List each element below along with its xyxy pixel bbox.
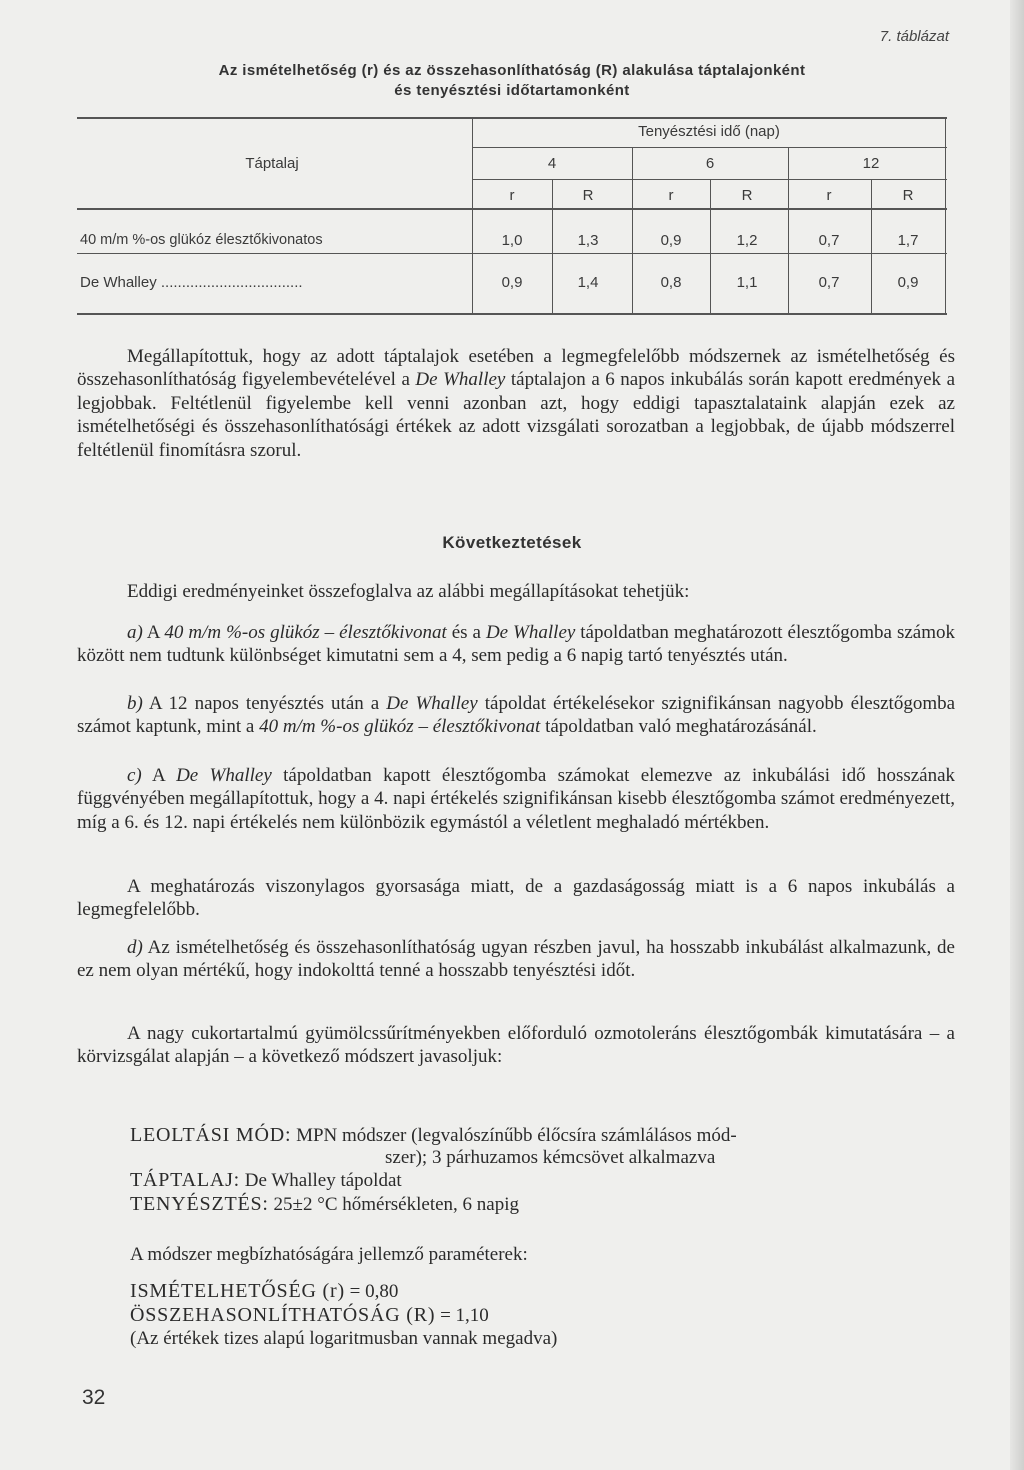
paragraph-point-c: c) A De Whalley tápoldatban kapott élesztőgomba számokat elemezve az inkubálási idő hosszának függvényében megállapítottuk, hogy a 4. napi értékelés szignifikánsan kisebb élesztőgomba számot eredményezett, míg a 6. és 12. napi értékelés nem különbözik egymástól a véletlent meghaladó mértékben. (77, 765, 956, 833)
row-2-medium: De Whalley .................................. (80, 274, 303, 291)
paragraph-method-intro: A nagy cukortartalmú gyümölcssűrítményekben előforduló ozmotoleráns élesztőgombák kimutatására – a körvizsgálat alapján – a következő módszert javasoljuk: (77, 1023, 955, 1068)
table-right-rule (945, 117, 946, 314)
col-divider-day12-R (871, 179, 872, 314)
sub-r-day12: r (826, 187, 832, 204)
sub-R-day4: R (582, 187, 594, 204)
method-medium: TÁPTALAJ: De Whalley tápoldat (130, 1169, 402, 1191)
row-1-cell: 1,0 (501, 232, 523, 249)
row-2-cell: 0,7 (818, 274, 840, 291)
row-2-cell: 0,9 (501, 274, 523, 291)
header-day-4: 4 (547, 155, 557, 172)
header-medium: Táptalaj (245, 155, 299, 172)
paragraph-point-d: d) Az ismételhetőség és összehasonlíthatóság ugyan részben javul, ha hosszabb inkubálást alkalmazunk, de ez nem olyan mértékű, hogy indokolttá tenné a hosszabb tenyésztési időt. (77, 937, 955, 982)
row-1-cell: 0,7 (818, 232, 840, 249)
row-1-cell: 1,3 (577, 232, 599, 249)
paragraph-intro: Eddigi eredményeinket összefoglalva az alábbi megállapításokat tehetjük: (127, 581, 690, 602)
params-note: (Az értékek tizes alapú logaritmusban vannak megadva) (130, 1328, 558, 1349)
table-title-line-1: Az ismételhetőség (r) és az összehasonlíthatóság (R) alakulása táptalajonként (218, 62, 806, 79)
table-title-line-2: és tenyésztési időtartamonként (394, 82, 630, 99)
method-inoculation: LEOLTÁSI MÓD: MPN módszer (legvalószínűbb élőcsíra számlálásos mód- (130, 1124, 737, 1146)
row-2-cell: 1,4 (577, 274, 599, 291)
row-2-cell: 0,9 (897, 274, 919, 291)
sub-r-day6: r (668, 187, 674, 204)
header-cultivation-time: Tenyésztési idő (nap) (638, 123, 780, 140)
col-divider-day4-R (552, 179, 553, 314)
param-reproducibility: ÖSSZEHASONLÍTHATÓSÁG (R) = 1,10 (130, 1304, 489, 1326)
col-divider-medium (472, 117, 473, 314)
page-number: 32 (82, 1386, 106, 1409)
table-bottom-rule (77, 313, 947, 315)
header-day-12: 12 (862, 155, 880, 172)
row-1-cell: 0,9 (660, 232, 682, 249)
section-heading: Következtetések (442, 533, 582, 552)
header-day-rule (472, 147, 947, 148)
row-1-underline (77, 253, 947, 254)
row-1-cell: 1,7 (897, 232, 919, 249)
paragraph-speed: A meghatározás viszonylagos gyorsasága miatt, de a gazdaságosság miatt is a 6 napos inkubálás a legmegfelelőbb. (77, 876, 955, 921)
sub-R-day12: R (902, 187, 914, 204)
row-1-medium: 40 m/m %-os glükóz élesztőkivonatos (80, 232, 323, 248)
row-2-cell: 1,1 (736, 274, 758, 291)
sub-R-day6: R (741, 187, 753, 204)
table-top-rule (77, 117, 947, 119)
paragraph-point-b: b) A 12 napos tenyésztés után a De Whalley tápoldat értékelésekor szignifikánsan nagyobb élesztőgomba számot kaptunk, mint a 40 m/m %-os glükóz – élesztőkivonat tápoldatban való meghatározásánál. (77, 693, 956, 738)
header-bottom-rule (77, 208, 947, 210)
paragraph-point-a: a) A 40 m/m %-os glükóz – élesztőkivonat és a De Whalley tápoldatban meghatározott élesztőgomba számok között nem tudtunk különbséget kimutatni sem a 4, sem pedig a 6 napig tartó tenyésztés után. (77, 622, 955, 667)
col-divider-day6 (632, 147, 633, 314)
sub-r-day4: r (509, 187, 515, 204)
col-divider-day6-R (710, 179, 711, 314)
header-day-6: 6 (705, 155, 715, 172)
col-divider-day12 (788, 147, 789, 314)
table-number: 7. táblázat (879, 28, 949, 45)
row-1-cell: 1,2 (736, 232, 758, 249)
results-table (77, 117, 947, 317)
param-repeatability: ISMÉTELHETŐSÉG (r) = 0,80 (130, 1280, 399, 1302)
params-intro: A módszer megbízhatóságára jellemző paraméterek: (130, 1244, 528, 1265)
method-inoculation-cont: szer); 3 párhuzamos kémcsövet alkalmazva (385, 1147, 716, 1168)
row-2-cell: 0,8 (660, 274, 682, 291)
page-edge-shadow (1010, 0, 1024, 1470)
method-cultivation: TENYÉSZTÉS: 25±2 °C hőmérsékleten, 6 napig (130, 1193, 519, 1215)
paragraph-findings: Megállapítottuk, hogy az adott táptalajok esetében a legmegfelelőbb módszernek az ismételhetőség és összehasonlíthatóság figyelembevételével a De Whalley táptalajon a 6 napos inkubálás során kapott eredmények a legjobbak. Feltétlenül figyelembe kell venni azonban azt, hogy eddigi tapasztalataink alapján ezek az ismételhetőségi és összehasonlíthatósági értékek az adott vizsgálati sorozatban a legjobbak, de újabb módszerrel feltétlenül finomításra szorul. (77, 346, 955, 461)
